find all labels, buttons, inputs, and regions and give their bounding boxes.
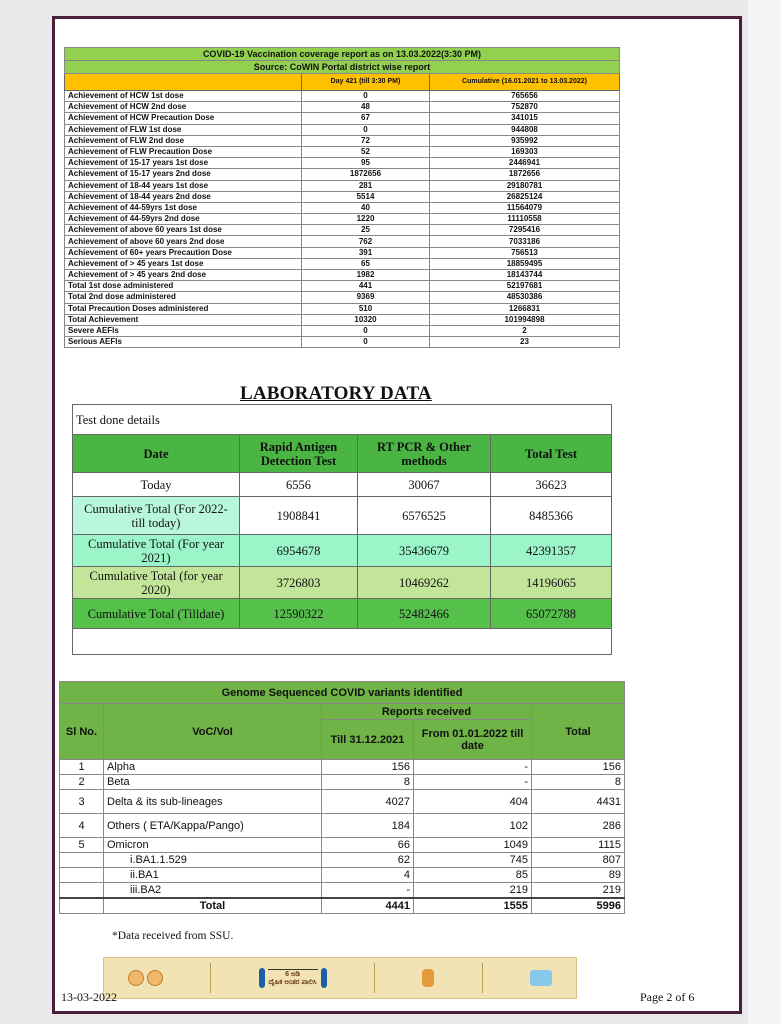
genome-row-total: 4431: [532, 790, 625, 814]
vaccination-row-cumulative: 1266831: [430, 303, 620, 314]
lab-row-rat: 6556: [240, 473, 358, 497]
genome-row: [60, 838, 625, 853]
lab-row-label: Cumulative Total (For year 2021): [73, 535, 240, 567]
lab-header-rat: Rapid Antigen Detection Test: [240, 435, 358, 473]
vaccination-row: [65, 281, 620, 292]
genome-row: [60, 790, 625, 814]
vaccination-row-cumulative: 2446941: [430, 158, 620, 169]
genome-row: [60, 853, 625, 868]
lab-header-date: Date: [73, 435, 240, 473]
vaccination-source: Source: CoWIN Portal district wise report: [65, 61, 620, 74]
footer-page-number: Page 2 of 6: [640, 990, 695, 1004]
lab-blank-row: [73, 629, 612, 655]
genome-total-blank: [60, 898, 104, 914]
vaccination-row-cumulative: 18859495: [430, 258, 620, 269]
genome-row-variant: Alpha: [104, 760, 322, 775]
genome-row-total: 219: [532, 883, 625, 898]
vaccination-row: [65, 247, 620, 258]
lab-row-label: Today: [73, 473, 240, 497]
genome-row-sl: 3: [60, 790, 104, 814]
lab-row-label: Cumulative Total (For 2022- till today): [73, 497, 240, 535]
genome-row: [60, 814, 625, 838]
genome-row: [60, 868, 625, 883]
vaccination-row-label: Total Precaution Doses administered: [65, 303, 302, 314]
vaccination-row: [65, 113, 620, 124]
vaccination-row: [65, 303, 620, 314]
genome-row-till: -: [322, 883, 414, 898]
vaccination-row: [65, 124, 620, 135]
lab-row-rtpcr: 30067: [358, 473, 491, 497]
genome-row-from: -: [414, 760, 532, 775]
genome-header-total: Total: [532, 704, 625, 760]
vaccination-row-cumulative: 29180781: [430, 180, 620, 191]
genome-row-till: 66: [322, 838, 414, 853]
vaccination-row-label: Serious AEFIs: [65, 337, 302, 348]
vaccination-row-cumulative: 11564079: [430, 202, 620, 213]
laboratory-title: LABORATORY DATA: [240, 383, 432, 404]
genome-row: [60, 883, 625, 898]
vaccination-title: COVID-19 Vaccination coverage report as on 13.03.2022(3:30 PM): [65, 48, 620, 61]
vaccination-header-blank: [65, 74, 302, 91]
genome-total-label: Total: [104, 898, 322, 914]
genome-row-total: 286: [532, 814, 625, 838]
genome-row-variant: Delta & its sub-lineages: [104, 790, 322, 814]
vaccination-row-day: 25: [302, 225, 430, 236]
vaccination-row-cumulative: 11110558: [430, 214, 620, 225]
sanitizer-icon: [422, 969, 434, 987]
vaccination-row: [65, 180, 620, 191]
vaccination-row: [65, 270, 620, 281]
vaccination-row: [65, 146, 620, 157]
genome-total-value: 4441: [322, 898, 414, 914]
lab-row-total: 8485366: [491, 497, 612, 535]
vaccination-row-day: 10320: [302, 314, 430, 325]
banner-divider: [210, 963, 211, 993]
distance-label: 6 ಅಡಿ: [285, 971, 300, 978]
genome-row-variant: Beta: [104, 775, 322, 790]
lab-row-total: 65072788: [491, 599, 612, 629]
vaccination-row-day: 5514: [302, 191, 430, 202]
vaccination-row-cumulative: 169303: [430, 146, 620, 157]
genome-row-till: 156: [322, 760, 414, 775]
vaccination-row-day: 9369: [302, 292, 430, 303]
lab-header-total: Total Test: [491, 435, 612, 473]
genome-row-from: 219: [414, 883, 532, 898]
vaccination-row: [65, 314, 620, 325]
distance-segment: [259, 968, 327, 988]
lab-row-total: 42391357: [491, 535, 612, 567]
vaccination-table: [64, 47, 620, 348]
person-icon: [321, 968, 327, 988]
vaccination-row-cumulative: 756513: [430, 247, 620, 258]
vaccination-row-day: 0: [302, 325, 430, 336]
genome-row-total: 8: [532, 775, 625, 790]
vaccination-row-label: Achievement of FLW 1st dose: [65, 124, 302, 135]
vaccination-row-cumulative: 26825124: [430, 191, 620, 202]
vaccination-row-cumulative: 23: [430, 337, 620, 348]
vaccination-row-cumulative: 341015: [430, 113, 620, 124]
vaccination-row-day: 1220: [302, 214, 430, 225]
vaccination-row-label: Achievement of HCW 2nd dose: [65, 102, 302, 113]
viewer-edge: [748, 0, 781, 1024]
vaccination-row-day: 510: [302, 303, 430, 314]
genome-row: [60, 775, 625, 790]
vaccination-row: [65, 214, 620, 225]
vaccination-row-label: Achievement of HCW 1st dose: [65, 91, 302, 102]
lab-row-rtpcr: 6576525: [358, 497, 491, 535]
vaccination-row-label: Achievement of HCW Precaution Dose: [65, 113, 302, 124]
vaccination-row: [65, 337, 620, 348]
genome-total-value: 1555: [414, 898, 532, 914]
genome-row-sl: [60, 868, 104, 883]
vaccination-row-label: Achievement of 15-17 years 1st dose: [65, 158, 302, 169]
vaccination-row-day: 48: [302, 102, 430, 113]
vaccination-row-cumulative: 935992: [430, 135, 620, 146]
vaccination-row-cumulative: 52197681: [430, 281, 620, 292]
vaccination-row-label: Achievement of > 45 years 2nd dose: [65, 270, 302, 281]
vaccination-row: [65, 91, 620, 102]
genome-row-total: 1115: [532, 838, 625, 853]
vaccination-row-cumulative: 1872656: [430, 169, 620, 180]
vaccination-row-label: Total Achievement: [65, 314, 302, 325]
vaccination-row-cumulative: 48530386: [430, 292, 620, 303]
genome-row-from: 102: [414, 814, 532, 838]
genome-total-row: [60, 898, 625, 914]
banner-divider: [482, 963, 483, 993]
lab-row-rat: 1908841: [240, 497, 358, 535]
vaccination-row-day: 441: [302, 281, 430, 292]
distance-arrow: [268, 969, 318, 987]
lab-row-rtpcr: 10469262: [358, 567, 491, 599]
vaccination-row: [65, 325, 620, 336]
vaccine-segment: [530, 970, 552, 986]
mask-segment: [128, 970, 163, 986]
lab-row-total: 14196065: [491, 567, 612, 599]
vaccination-row-label: Achievement of 60+ years Precaution Dose: [65, 247, 302, 258]
vaccination-row-day: 52: [302, 146, 430, 157]
vaccination-row: [65, 292, 620, 303]
lab-row-rat: 6954678: [240, 535, 358, 567]
person-icon: [259, 968, 265, 988]
vaccination-row-cumulative: 7033186: [430, 236, 620, 247]
genome-header-till: Till 31.12.2021: [322, 720, 414, 760]
vaccination-row-cumulative: 765656: [430, 91, 620, 102]
vaccination-row-label: Achievement of 44-59yrs 1st dose: [65, 202, 302, 213]
genome-header-sl: Sl No.: [60, 704, 104, 760]
genome-row-sl: [60, 853, 104, 868]
genome-title: Genome Sequenced COVID variants identified: [60, 682, 625, 704]
sanitize-segment: [422, 969, 434, 987]
vaccination-row-cumulative: 944808: [430, 124, 620, 135]
vaccination-row: [65, 202, 620, 213]
vaccination-row-label: Achievement of > 45 years 1st dose: [65, 258, 302, 269]
vaccination-row-day: 762: [302, 236, 430, 247]
genome-row: [60, 760, 625, 775]
covid-awareness-banner: [103, 957, 577, 999]
genome-row-from: -: [414, 775, 532, 790]
genome-row-till: 8: [322, 775, 414, 790]
test-done-blank: [358, 405, 612, 435]
genome-row-variant: i.BA1.1.529: [104, 853, 322, 868]
genome-total-value: 5996: [532, 898, 625, 914]
vaccination-row-cumulative: 7295416: [430, 225, 620, 236]
lab-row-rat: 3726803: [240, 567, 358, 599]
genome-row-total: 156: [532, 760, 625, 775]
vaccination-row-day: 40: [302, 202, 430, 213]
vaccination-row-day: 0: [302, 91, 430, 102]
vaccination-row: [65, 236, 620, 247]
vaccination-header-cumulative: Cumulative (16.01.2021 to 13.03.2022): [430, 74, 620, 91]
vaccination-row-cumulative: 18143744: [430, 270, 620, 281]
masked-face-icon: [128, 970, 144, 986]
vaccination-row-cumulative: 2: [430, 325, 620, 336]
banner-divider: [374, 963, 375, 993]
genome-row-variant: ii.BA1: [104, 868, 322, 883]
test-done-label: Test done details: [73, 405, 358, 435]
genome-row-variant: iii.BA2: [104, 883, 322, 898]
vaccination-row-label: Achievement of above 60 years 1st dose: [65, 225, 302, 236]
vaccination-header-day: Day 421 (till 3:30 PM): [302, 74, 430, 91]
vaccination-row-day: 0: [302, 124, 430, 135]
genome-row-till: 62: [322, 853, 414, 868]
vaccination-row-label: Achievement of 44-59yrs 2nd dose: [65, 214, 302, 225]
vaccination-row: [65, 135, 620, 146]
genome-row-sl: 5: [60, 838, 104, 853]
genome-row-from: 745: [414, 853, 532, 868]
lab-row-rat: 12590322: [240, 599, 358, 629]
genome-row-sl: 1: [60, 760, 104, 775]
genome-row-sl: [60, 883, 104, 898]
vaccination-row-cumulative: 101994898: [430, 314, 620, 325]
vaccination-row-cumulative: 752870: [430, 102, 620, 113]
lab-row-label: Cumulative Total (Tilldate): [73, 599, 240, 629]
vaccination-row: [65, 158, 620, 169]
vaccination-row: [65, 225, 620, 236]
vaccination-row-label: Achievement of 15-17 years 2nd dose: [65, 169, 302, 180]
vaccination-row-day: 95: [302, 158, 430, 169]
laboratory-table: [72, 404, 612, 655]
vaccination-row: [65, 191, 620, 202]
vaccination-row-day: 67: [302, 113, 430, 124]
genome-header-voc: VoC/VoI: [104, 704, 322, 760]
genome-table: [59, 681, 625, 914]
footer-date: 13-03-2022: [61, 990, 117, 1004]
vaccination-row: [65, 169, 620, 180]
vaccination-row-label: Achievement of FLW Precaution Dose: [65, 146, 302, 157]
genome-row-variant: Others ( ETA/Kappa/Pango): [104, 814, 322, 838]
vaccination-row-day: 65: [302, 258, 430, 269]
vaccination-row-label: Achievement of above 60 years 2nd dose: [65, 236, 302, 247]
genome-row-from: 404: [414, 790, 532, 814]
vaccination-row-day: 281: [302, 180, 430, 191]
genome-header-from: From 01.01.2022 till date: [414, 720, 532, 760]
genome-row-from: 1049: [414, 838, 532, 853]
vaccination-icon: [530, 970, 552, 986]
vaccination-row-label: Total 2nd dose administered: [65, 292, 302, 303]
lab-row-total: 36623: [491, 473, 612, 497]
genome-row-sl: 2: [60, 775, 104, 790]
vaccination-row: [65, 258, 620, 269]
lab-row-rtpcr: 52482466: [358, 599, 491, 629]
genome-row-variant: Omicron: [104, 838, 322, 853]
genome-row-total: 807: [532, 853, 625, 868]
vaccination-row-day: 72: [302, 135, 430, 146]
vaccination-row-day: 0: [302, 337, 430, 348]
vaccination-row-label: Achievement of FLW 2nd dose: [65, 135, 302, 146]
vaccination-row-label: Achievement of 18-44 years 1st dose: [65, 180, 302, 191]
genome-header-reports: Reports received: [322, 704, 532, 720]
vaccination-row-label: Achievement of 18-44 years 2nd dose: [65, 191, 302, 202]
distance-sublabel: ದೈಹಿಕ ಅಂತರ ಪಾಲಿಸಿ: [268, 979, 317, 986]
vaccination-row-label: Severe AEFIs: [65, 325, 302, 336]
lab-row-rtpcr: 35436679: [358, 535, 491, 567]
vaccination-row-day: 1982: [302, 270, 430, 281]
data-source-note: *Data received from SSU.: [112, 930, 234, 942]
masked-face-icon: [147, 970, 163, 986]
vaccination-row-label: Total 1st dose administered: [65, 281, 302, 292]
genome-row-till: 4: [322, 868, 414, 883]
genome-row-from: 85: [414, 868, 532, 883]
vaccination-row: [65, 102, 620, 113]
lab-row-label: Cumulative Total (for year 2020): [73, 567, 240, 599]
lab-header-rtpcr: RT PCR & Other methods: [358, 435, 491, 473]
vaccination-row-day: 391: [302, 247, 430, 258]
genome-row-sl: 4: [60, 814, 104, 838]
genome-row-till: 4027: [322, 790, 414, 814]
genome-row-total: 89: [532, 868, 625, 883]
vaccination-row-day: 1872656: [302, 169, 430, 180]
genome-row-till: 184: [322, 814, 414, 838]
